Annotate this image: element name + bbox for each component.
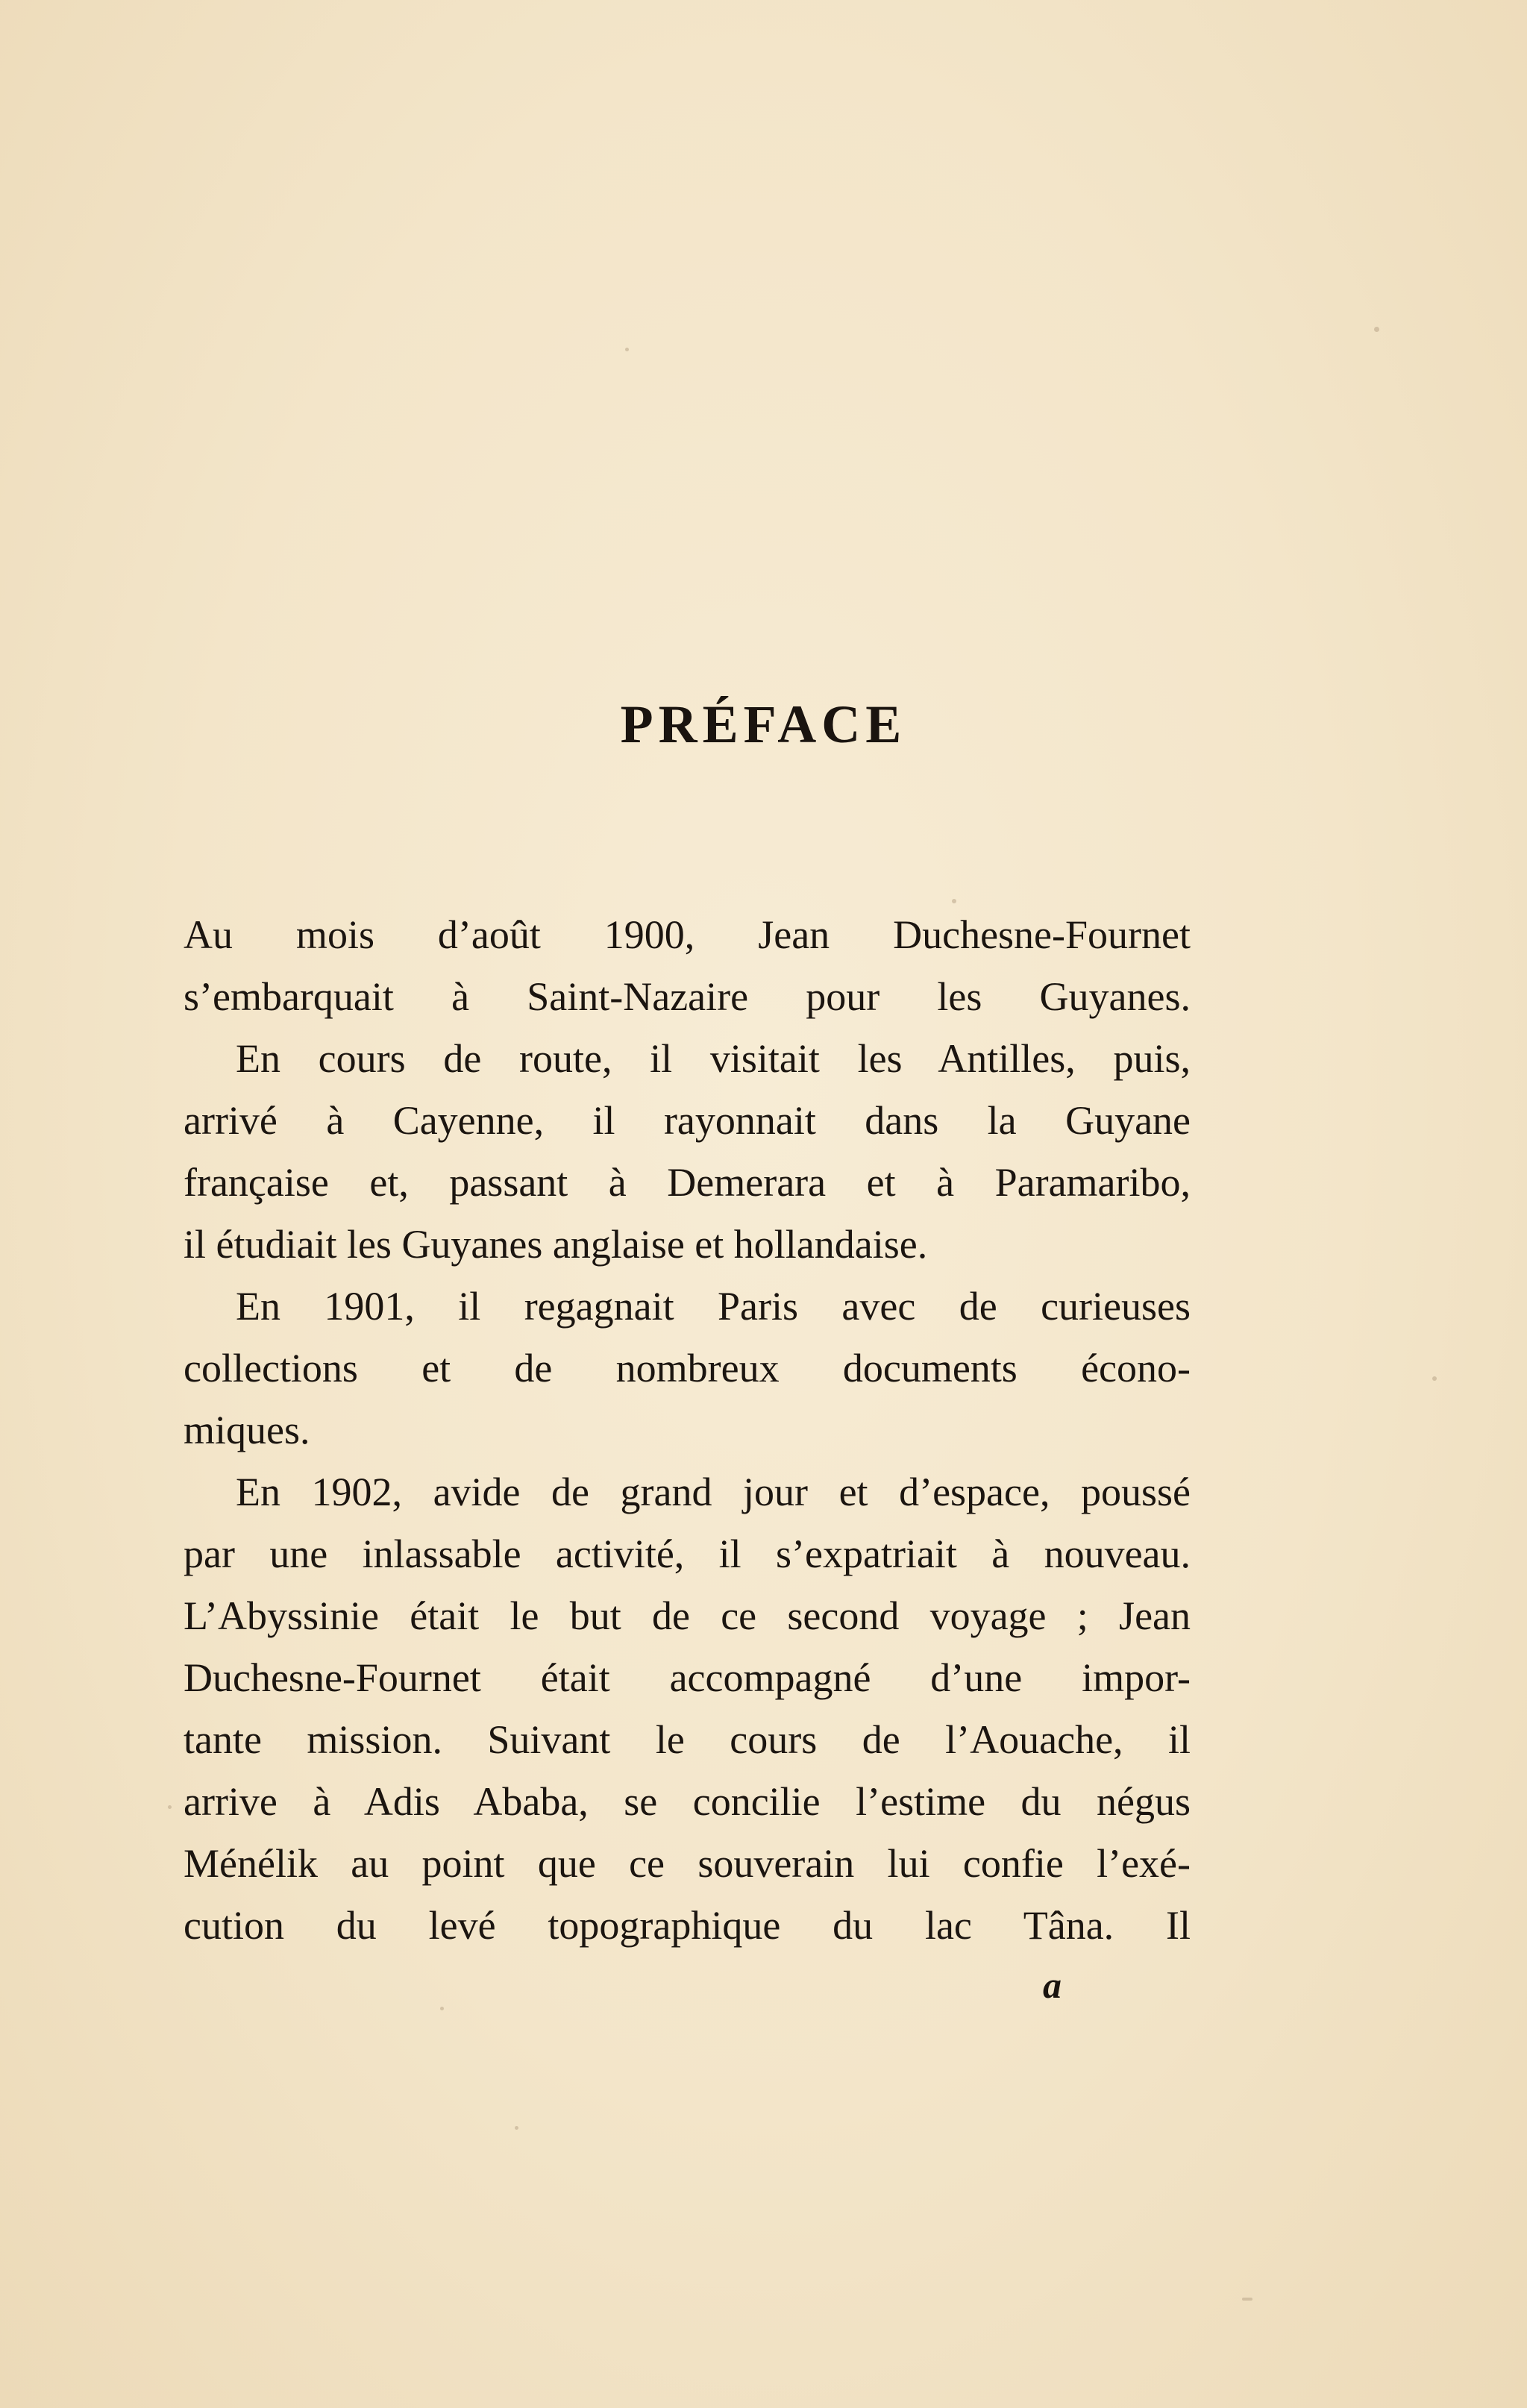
text-line: par une inlassable activité, il s’expatriait à nouveau. bbox=[184, 1531, 1191, 1576]
text-line: tante mission. Suivant le cours de l’Aouache, il bbox=[184, 1717, 1191, 1762]
text-line: collections et de nombreux documents écono- bbox=[184, 1346, 1191, 1390]
text-line: Au mois d’août 1900, Jean Duchesne-Fournet bbox=[184, 912, 1191, 957]
paper-speck bbox=[1374, 327, 1379, 332]
text-line: arrive à Adis Ababa, se concilie l’estime du négus bbox=[184, 1779, 1191, 1824]
text-line: En 1902, avide de grand jour et d’espace, poussé bbox=[236, 1470, 1191, 1514]
text-line: s’embarquait à Saint-Nazaire pour les Guyanes. bbox=[184, 974, 1191, 1019]
paper-speck bbox=[168, 1805, 172, 1809]
text-line: Ménélik au point que ce souverain lui confie l’exé- bbox=[184, 1841, 1191, 1886]
page-title: PRÉFACE bbox=[620, 695, 907, 754]
paper-speck bbox=[625, 348, 629, 351]
paper-speck bbox=[440, 2007, 444, 2010]
preface-body bbox=[184, 904, 1191, 1957]
text-line: En 1901, il regagnait Paris avec de curieuses bbox=[236, 1284, 1191, 1329]
text-line: arrivé à Cayenne, il rayonnait dans la Guyane bbox=[184, 1098, 1191, 1143]
text-line: miques. bbox=[184, 1408, 310, 1452]
text-line: En cours de route, il visitait les Antilles, puis, bbox=[236, 1036, 1191, 1081]
text-line: Duchesne-Fournet était accompagné d’une impor- bbox=[184, 1655, 1191, 1700]
text-line: il étudiait les Guyanes anglaise et hollandaise. bbox=[184, 1222, 928, 1267]
paper-speck bbox=[1242, 2298, 1252, 2301]
text-line: française et, passant à Demerara et à Paramaribo, bbox=[184, 1160, 1191, 1205]
signature-mark: a bbox=[1043, 1964, 1062, 2006]
paper-speck bbox=[952, 899, 956, 903]
text-line: L’Abyssinie était le but de ce second voyage ; Jean bbox=[184, 1593, 1191, 1638]
paper-speck bbox=[515, 2126, 518, 2130]
paper-speck bbox=[1432, 1376, 1437, 1381]
text-line: cution du levé topographique du lac Tâna. Il bbox=[184, 1903, 1191, 1948]
